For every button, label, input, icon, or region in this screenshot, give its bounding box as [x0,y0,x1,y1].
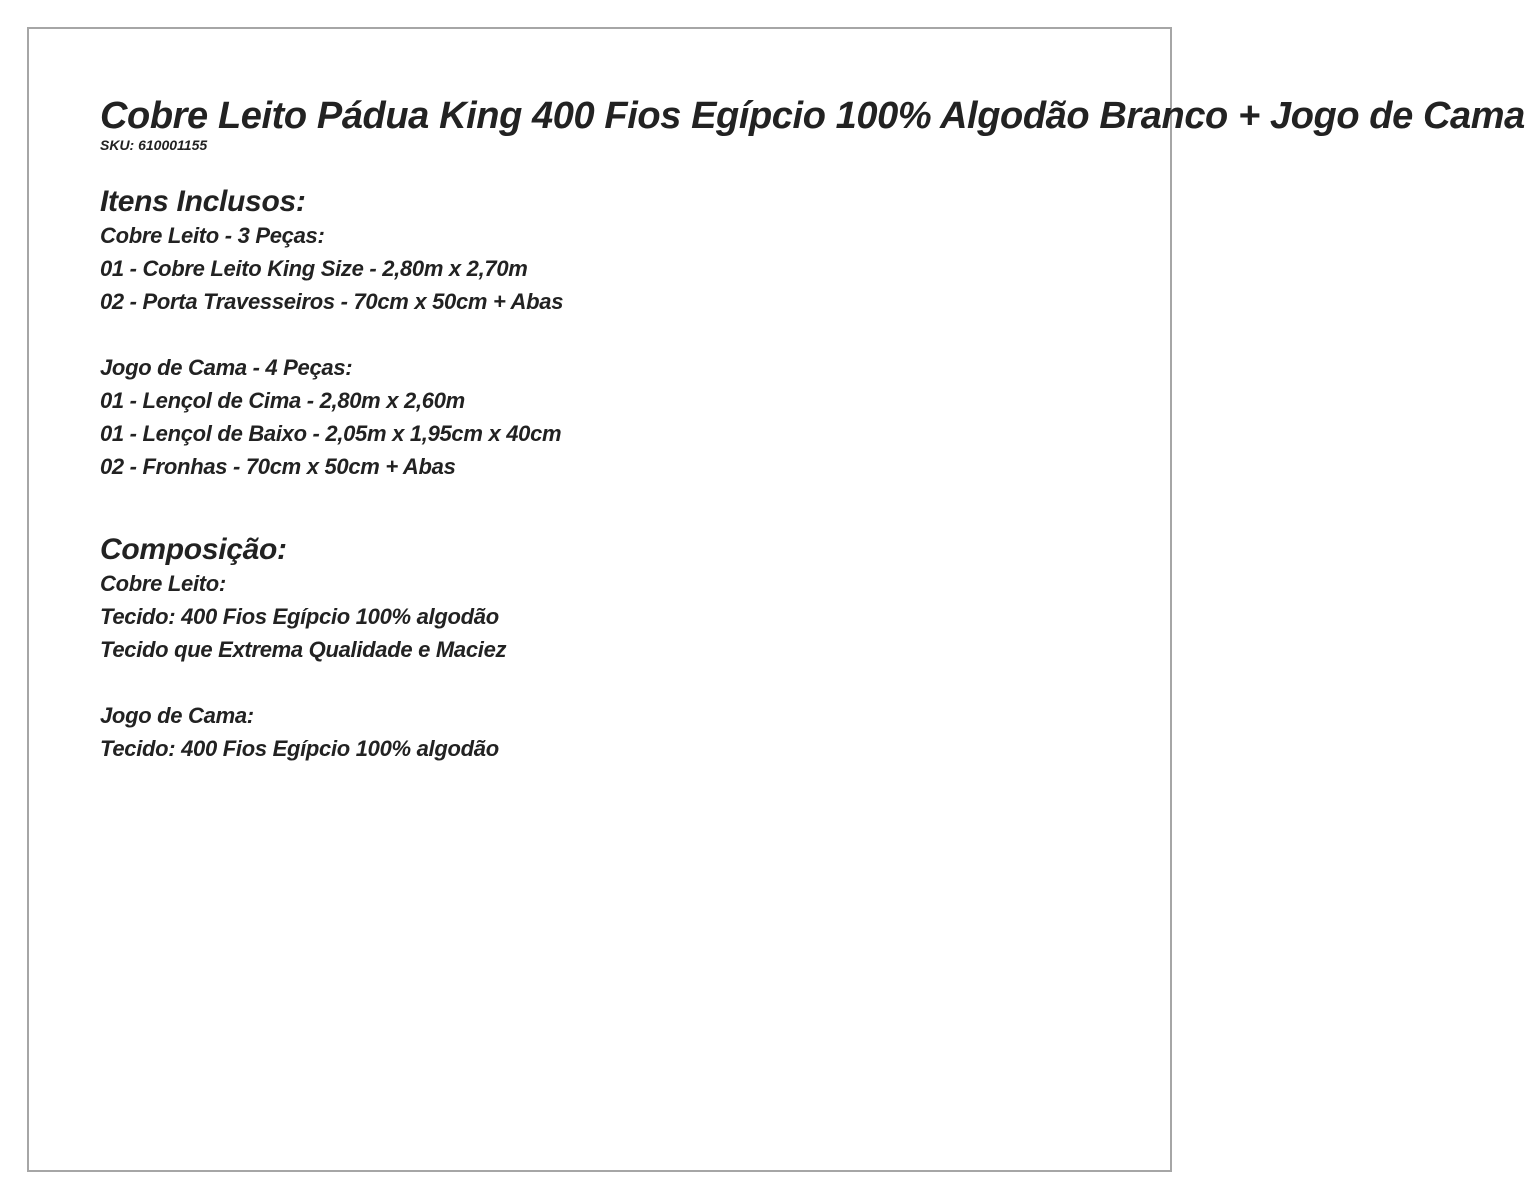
composition-heading: Composição: [100,533,287,566]
product-description [100,95,1525,765]
included-items-heading: Itens Inclusos: [100,185,306,218]
product-title: Cobre Leito Pádua King 400 Fios Egípcio 100% Algodão Branco + Jogo de Cama [100,95,1525,137]
included-group-title: Jogo de Cama - 4 Peças: [100,355,353,380]
included-item: 01 - Lençol de Baixo - 2,05m x 1,95cm x 40cm [100,421,562,446]
included-item: 01 - Cobre Leito King Size - 2,80m x 2,70m [100,256,528,281]
composition-group-title: Jogo de Cama: [100,703,254,728]
included-item: 02 - Fronhas - 70cm x 50cm + Abas [100,454,456,479]
included-item: 02 - Porta Travesseiros - 70cm x 50cm + Abas [100,289,564,314]
included-group-title: Cobre Leito - 3 Peças: [100,223,325,248]
composition-item: Tecido que Extrema Qualidade e Maciez [100,637,507,662]
composition-group-title: Cobre Leito: [100,571,226,596]
product-sku: SKU: 610001155 [100,137,208,153]
included-item: 01 - Lençol de Cima - 2,80m x 2,60m [100,388,465,413]
composition-item: Tecido: 400 Fios Egípcio 100% algodão [100,604,499,629]
composition-item: Tecido: 400 Fios Egípcio 100% algodão [100,736,499,761]
